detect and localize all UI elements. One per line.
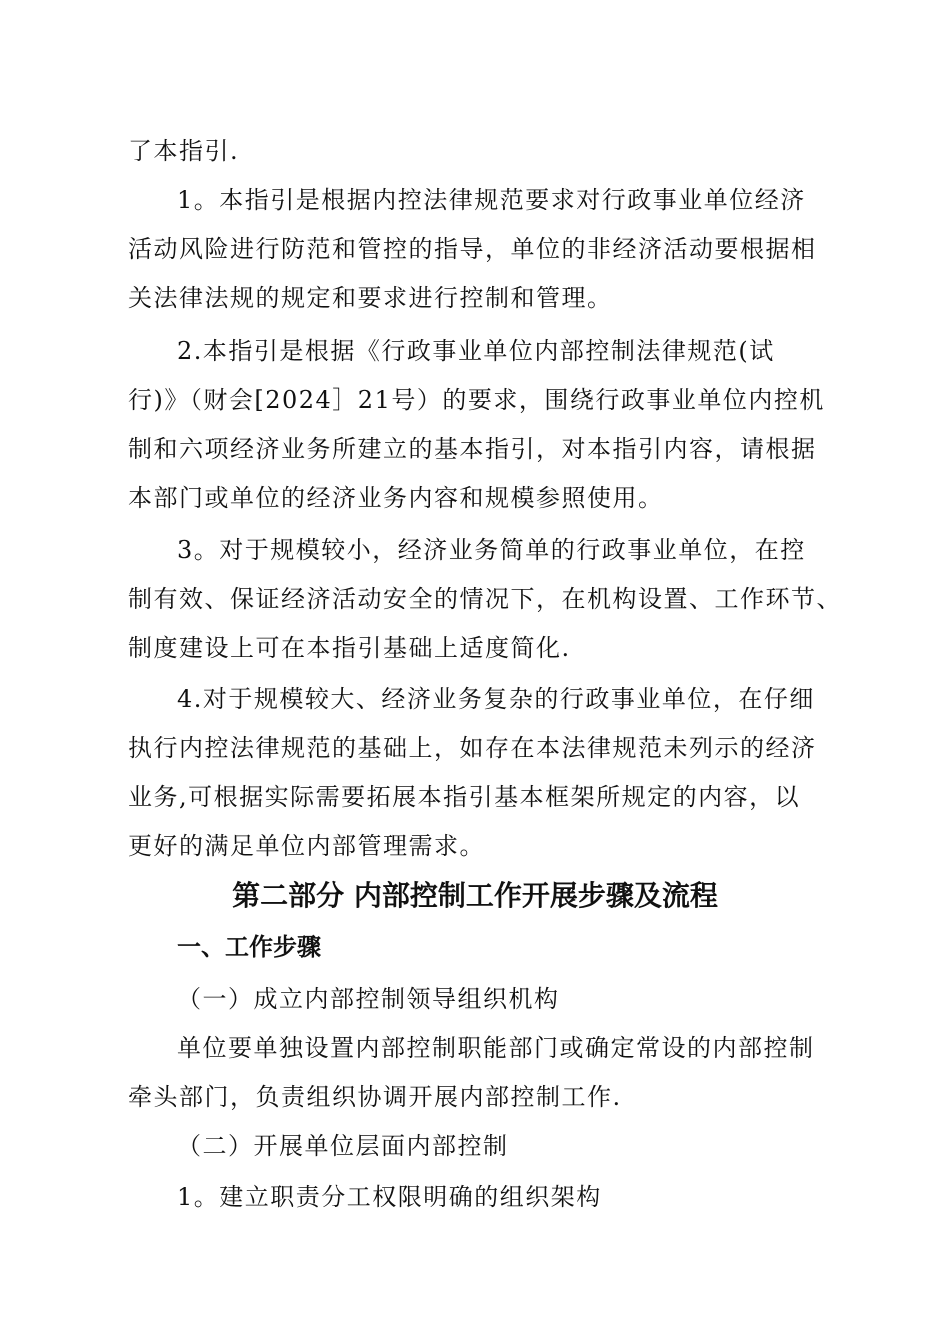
- paragraph-line: 关法律法规的规定和要求进行控制和管理。: [128, 284, 613, 312]
- subsection-title: 一、工作步骤: [177, 933, 321, 961]
- paragraph-line: 牵头部门，负责组织协调开展内部控制工作.: [128, 1083, 622, 1111]
- paragraph-line: 1。建立职责分工权限明确的组织架构: [177, 1183, 602, 1211]
- paragraph-line: 行)》（财会[2024］21号）的要求，围绕行政事业单位内控机: [128, 386, 825, 414]
- paragraph-line: 1。本指引是根据内控法律规范要求对行政事业单位经济: [177, 186, 806, 214]
- paragraph-line: 单位要单独设置内部控制职能部门或确定常设的内部控制: [177, 1034, 815, 1062]
- paragraph-line: （二）开展单位层面内部控制: [177, 1132, 509, 1160]
- paragraph-line: 执行内控法律规范的基础上，如存在本法律规范未列示的经济: [128, 734, 817, 762]
- paragraph-line: 制和六项经济业务所建立的基本指引，对本指引内容，请根据: [128, 435, 817, 463]
- paragraph-line: 本部门或单位的经济业务内容和规模参照使用。: [128, 484, 664, 512]
- paragraph-line: 2.本指引是根据《行政事业单位内部控制法律规范(试: [177, 337, 775, 365]
- paragraph-line: 制有效、保证经济活动安全的情况下，在机构设置、工作环节、: [128, 585, 842, 613]
- paragraph-line: 活动风险进行防范和管控的指导，单位的非经济活动要根据相: [128, 235, 817, 263]
- paragraph-line: 了本指引.: [128, 137, 240, 165]
- paragraph-line: 更好的满足单位内部管理需求。: [128, 832, 485, 860]
- paragraph-line: 4.对于规模较大、经济业务复杂的行政事业单位，在仔细: [177, 685, 815, 713]
- paragraph-line: （一）成立内部控制领导组织机构: [177, 985, 560, 1013]
- paragraph-line: 制度建设上可在本指引基础上适度简化.: [128, 634, 571, 662]
- section-title: 第二部分 内部控制工作开展步骤及流程: [232, 879, 718, 912]
- paragraph-line: 3。对于规模较小，经济业务简单的行政事业单位，在控: [177, 536, 806, 564]
- paragraph-line: 业务,可根据实际需要拓展本指引基本框架所规定的内容，以: [128, 783, 801, 811]
